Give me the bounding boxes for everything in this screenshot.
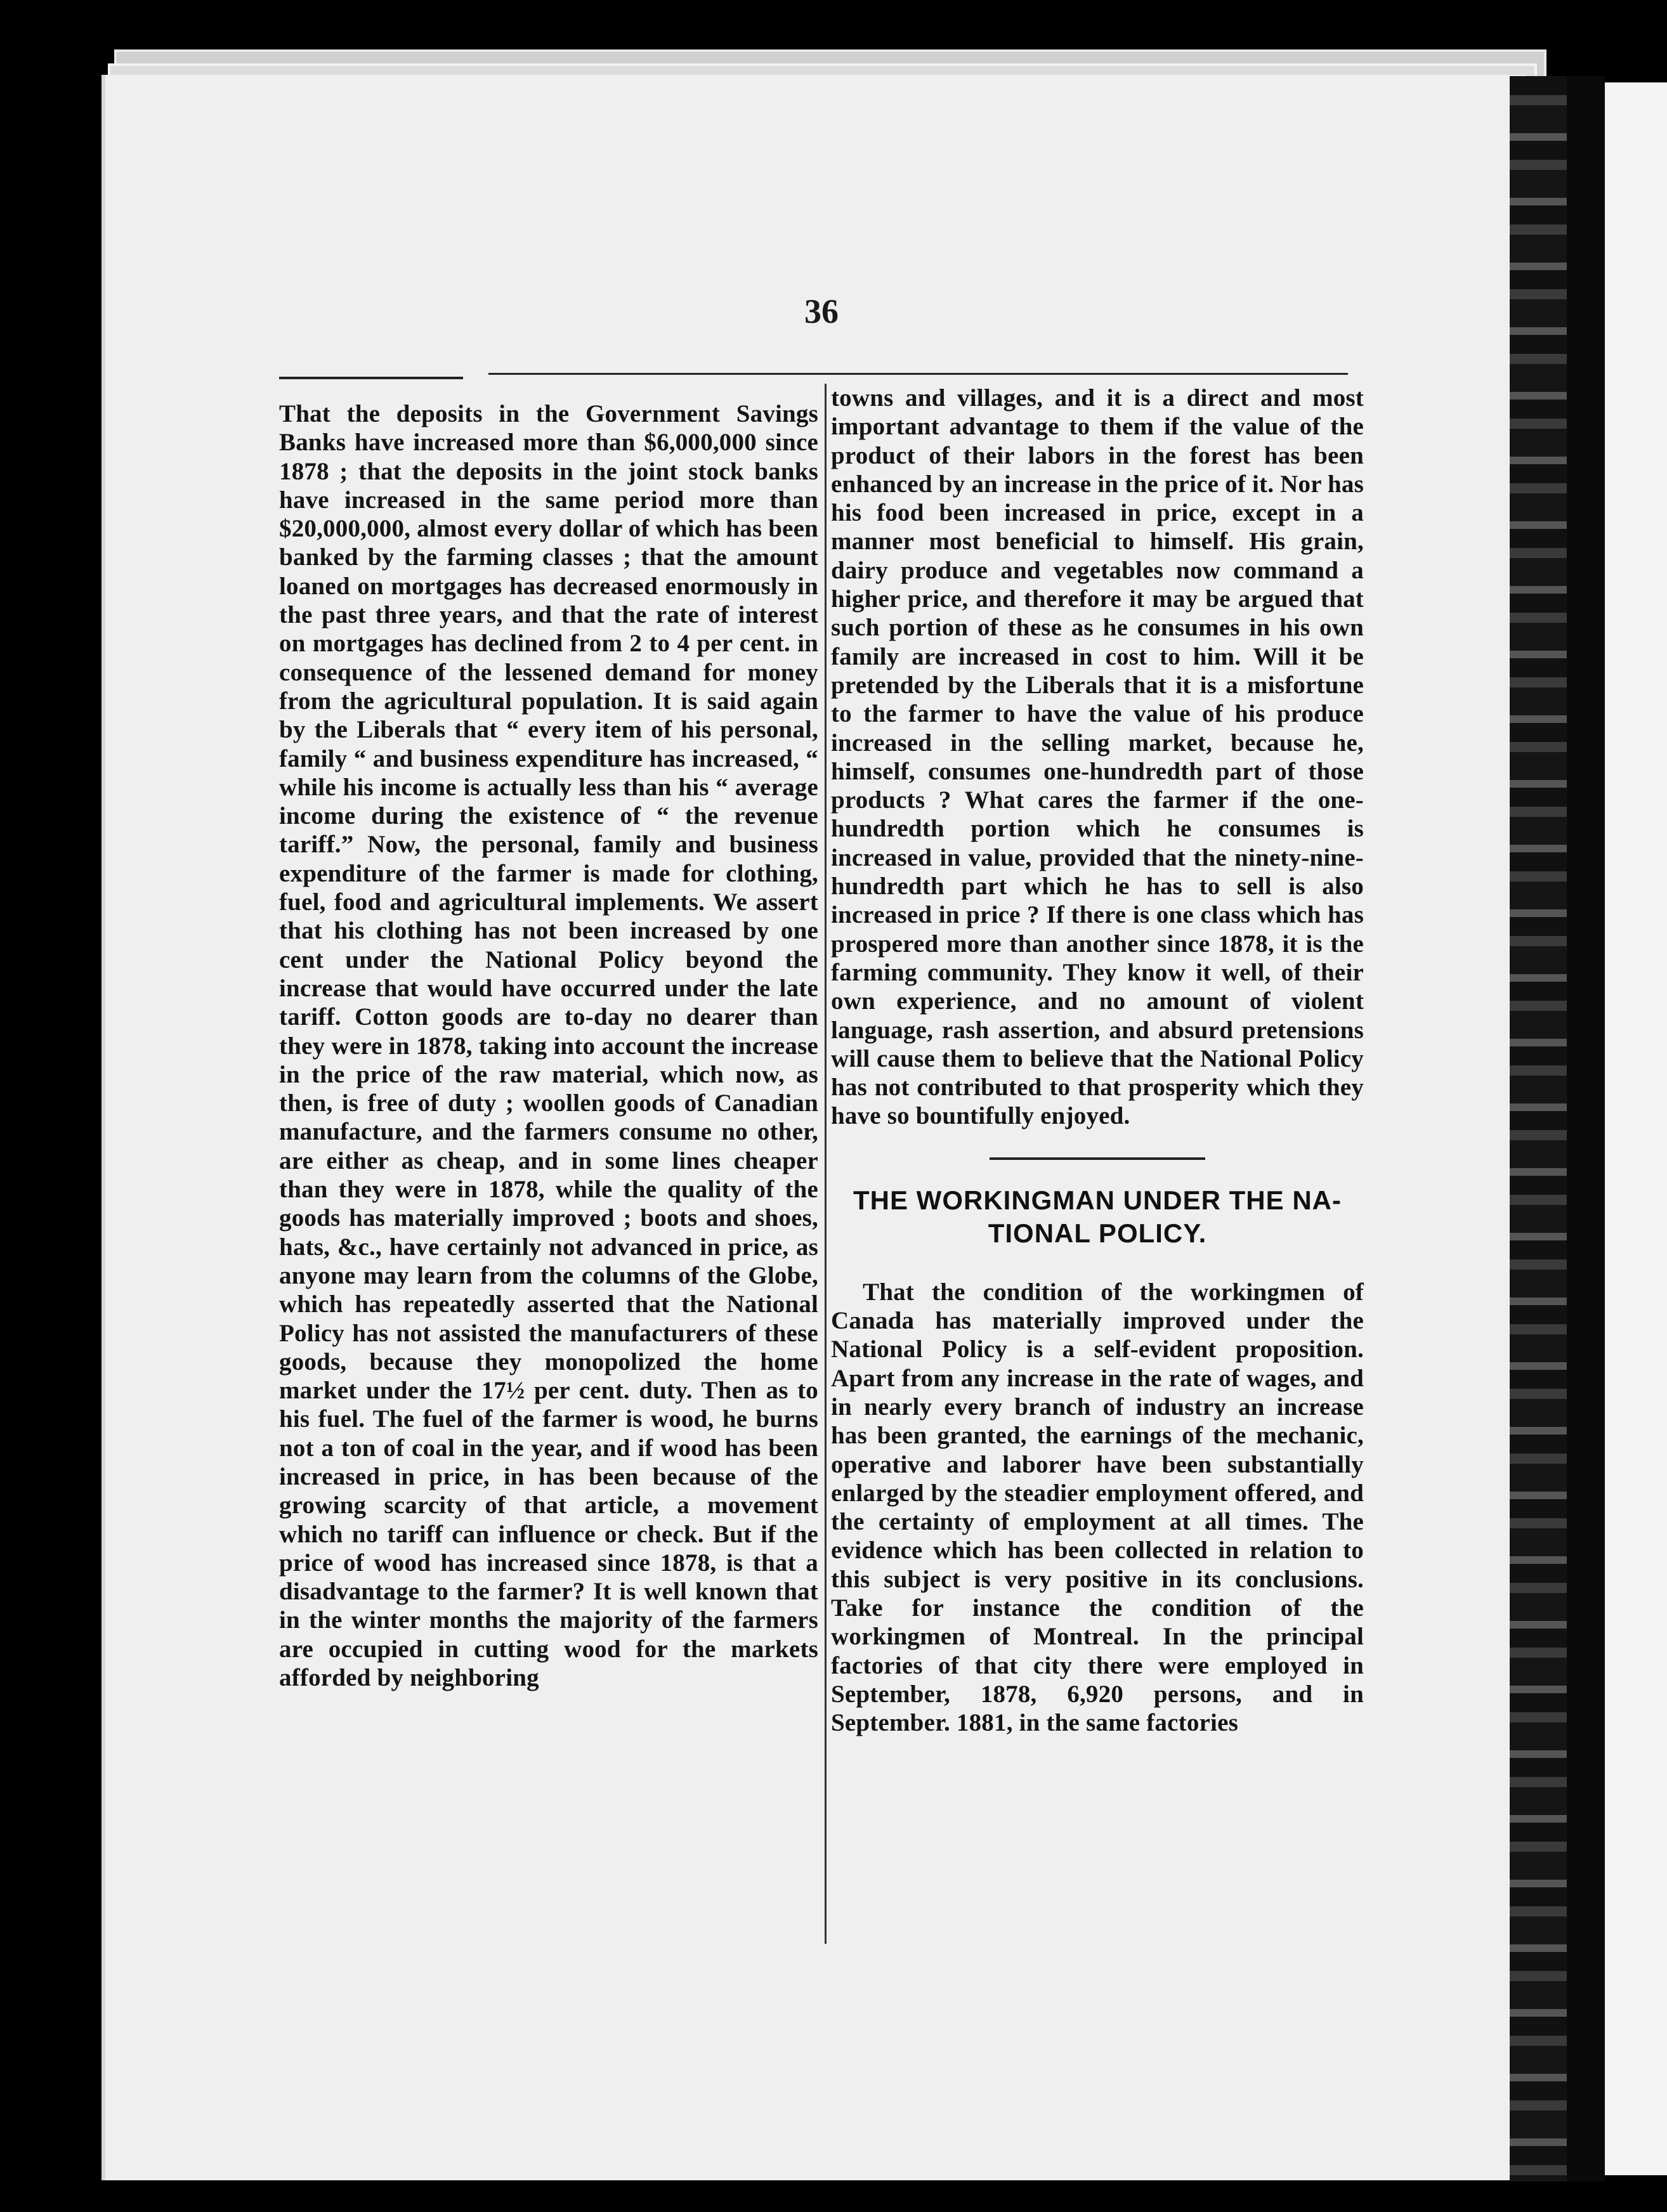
page-number: 36 [804, 292, 839, 330]
book-binding [1510, 76, 1567, 2182]
header-rule-right [488, 373, 1348, 375]
headline-line-1: THE WORKINGMAN UNDER THE NA- [853, 1185, 1342, 1215]
right-column [831, 384, 1364, 1737]
right-column-paragraph-1: towns and villages, and it is a direct and most important advantage to them if the value of the product of their labors in the forest has been enhanced by an increase in the price of it. Nor has his food been increased in price, except in a manner most beneficial to himself. His grain, dairy produce and vegetables now command a higher price, and therefore it may be argued that such portion of these as he consumes in his own family are increased in cost to him. Will it be pretended by the Liberals that it is a misfortune to the farmer to have the value of his produce increased in the selling market, because he, himself, consumes one-hundredth part of those products ? What cares the farmer if the one-hundredth portion which he consumes is increased in value, provided that the ninety-nine-hundredth part which he has to sell is also increased in price ? If there is one class which has prospered more than another since 1878, it is the farming community. They know it well, of their own experience, and no amount of violent language, rash assertion, and absurd pretensions will cause them to believe that the National Policy has not contributed to that prosperity which they have so bountifully enjoyed. [831, 384, 1364, 1130]
left-column [279, 400, 818, 1692]
headline-line-2: TIONAL POLICY. [988, 1218, 1207, 1248]
gutter-shadow [1567, 76, 1605, 2182]
column-separator [825, 384, 827, 1944]
section-headline [831, 1184, 1364, 1250]
facing-page-edge [1605, 82, 1667, 2175]
right-column-paragraph-2: That the condition of the workingmen of Canada has materially improved under the National Policy is a self-evident proposition. Apart from any increase in the rate of wages, and in nearly every branch of industry an increase has been granted, the earnings of the mechanic, operative and laborer have been substantially enlarged by the steadier employment offered, and the certainty of employment at all times. The evidence which has been collected in relation to this subject is very positive in its conclusions. Take for instance the condition of the workingmen of Montreal. In the principal factories of that city there were employed in September, 1878, 6,920 persons, and in September. 1881, in the same factories [831, 1278, 1364, 1737]
left-column-paragraph: That the deposits in the Government Savings Banks have increased more than $6,000,000 since 1878 ; that the deposits in the joint stock banks have increased in the same period more than $20,000,000, almost every dollar of which has been banked by the farming classes ; that the amount loaned on mortgages has decreased enormously in the past three years, and that the rate of interest on mortgages has declined from 2 to 4 per cent. in consequence of the lessened demand for money from the agricultural population. It is said again by the Liberals that “ every item of his personal, family “ and business expenditure has increased, “ while his income is actually less than his “ average income during the existence of “ the revenue tariff.” Now, the personal, family and business expenditure of the farmer is made for clothing, fuel, food and agricultural implements. We assert that his clothing has not been increased by one cent under the National Policy beyond the increase that would have occurred under the late tariff. Cotton goods are to-day no dearer than they were in 1878, taking into account the increase in the price of the raw material, which now, as then, is free of duty ; woollen goods of Canadian manufacture, and the farmers consume no other, are either as cheap, and in some lines cheaper than they were in 1878, while the quality of the goods has materially improved ; boots and shoes, hats, &c., have certainly not advanced in price, as anyone may learn from the columns of the Globe, which has repeatedly asserted that the National Policy has not assisted the manufacturers of these goods, because they monopolized the home market under the 17½ per cent. duty. Then as to his fuel. The fuel of the farmer is wood, he burns not a ton of coal in the year, and if wood has been increased in price, in has been because of the growing scarcity of that article, a movement which no tariff can influence or check. But if the price of wood has increased since 1878, is that a disadvantage to the farmer? It is well known that in the winter months the majority of the farmers are occupied in cutting wood for the markets afforded by neighboring [279, 400, 818, 1692]
header-rule-left [279, 377, 463, 379]
section-rule [990, 1157, 1205, 1160]
